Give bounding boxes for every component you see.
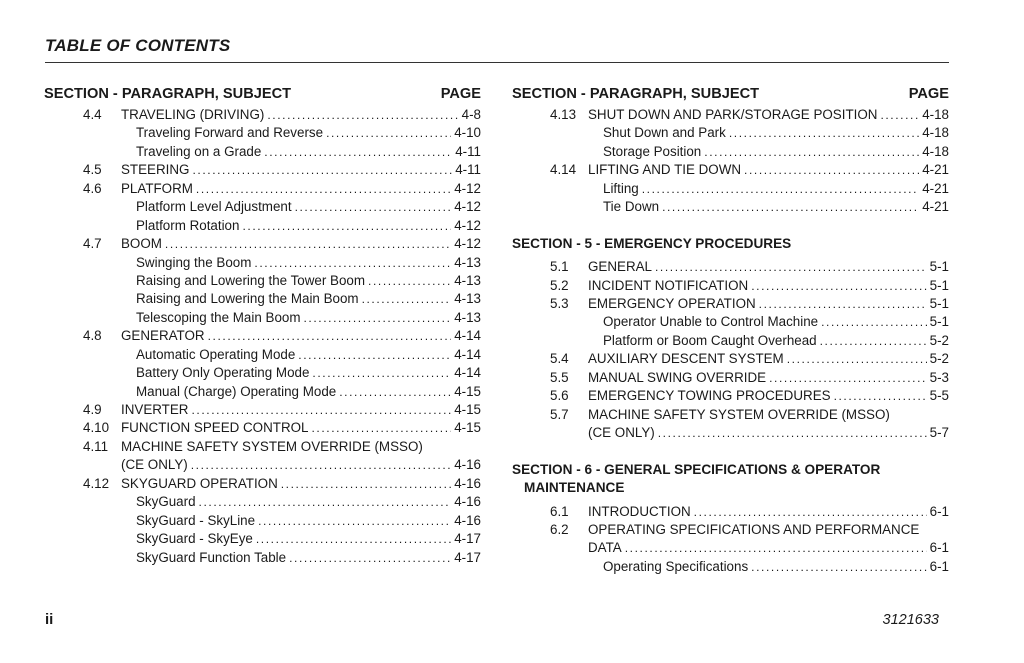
toc-entry-title: Operating Specifications: [603, 558, 749, 574]
toc-leader-dots: [744, 161, 919, 179]
toc-entry-page: 4-21: [922, 180, 949, 196]
toc-entry-page: 4-8: [461, 107, 481, 122]
toc-entry-title: Tie Down: [603, 199, 660, 215]
toc-leader-dots: [326, 124, 451, 142]
toc-entry[interactable]: [512, 332, 949, 350]
toc-leader-dots: [192, 161, 452, 179]
toc-entry-title: (CE ONLY): [588, 425, 655, 441]
toc-leader-dots: [662, 198, 919, 216]
toc-entry-page: 4-21: [922, 162, 949, 178]
toc-entry[interactable]: [44, 235, 481, 253]
toc-entry[interactable]: [512, 258, 949, 276]
toc-leader-dots: [298, 346, 451, 364]
toc-leader-dots: [769, 369, 927, 387]
toc-entry[interactable]: [512, 124, 949, 142]
toc-entry-number: 5.3: [550, 296, 569, 311]
toc-leader-dots: [191, 401, 451, 419]
toc-entry[interactable]: [512, 277, 949, 295]
toc-entry-page: 4-21: [922, 199, 949, 215]
toc-entry-number: 4.13: [550, 107, 577, 122]
toc-entry-page: 4-12: [454, 199, 481, 215]
toc-list-left: [44, 106, 481, 567]
toc-leader-dots: [264, 143, 452, 161]
toc-entry[interactable]: [44, 180, 481, 198]
toc-entry[interactable]: [512, 161, 949, 179]
toc-entry-title: SkyGuard - SkyLine: [136, 512, 256, 528]
toc-entry[interactable]: [512, 503, 949, 521]
toc-entry-title: INCIDENT NOTIFICATION: [588, 277, 749, 293]
toc-entry-title: Battery Only Operating Mode: [136, 365, 310, 381]
toc-entry-title: Platform Level Adjustment: [136, 199, 292, 215]
toc-entry[interactable]: [512, 106, 949, 124]
toc-entry-number: 6.2: [550, 521, 569, 537]
toc-entry[interactable]: [512, 387, 949, 405]
toc-leader-dots: [704, 143, 919, 161]
toc-entry-page: 4-12: [454, 217, 481, 233]
toc-leader-dots: [295, 198, 452, 216]
toc-entry[interactable]: [44, 217, 481, 235]
toc-entry[interactable]: [512, 558, 949, 576]
toc-entry-page: 5-1: [929, 277, 949, 293]
toc-column-left: [44, 84, 481, 567]
toc-leader-dots: [289, 549, 451, 567]
toc-entry[interactable]: [44, 383, 481, 401]
toc-entry[interactable]: [512, 406, 949, 424]
toc-entry-page: 4-18: [922, 125, 949, 141]
toc-entry[interactable]: [44, 493, 481, 511]
toc-entry-title: Raising and Lowering the Tower Boom: [136, 272, 366, 288]
toc-entry-page: 4-16: [454, 457, 481, 473]
toc-entry-page: 5-7: [929, 425, 949, 441]
toc-entry-number: 5.6: [550, 388, 569, 404]
toc-entry[interactable]: [44, 364, 481, 382]
toc-leader-dots: [281, 475, 451, 493]
toc-entry-title: Traveling Forward and Reverse: [136, 125, 324, 141]
toc-entry[interactable]: [512, 369, 949, 387]
toc-entry-title: MACHINE SAFETY SYSTEM OVERRIDE (MSSO): [588, 406, 890, 422]
toc-leader-dots: [362, 290, 452, 308]
toc-leader-dots: [642, 180, 919, 198]
toc-entry-title: Raising and Lowering the Main Boom: [136, 291, 359, 307]
toc-entry-page: 4-14: [454, 346, 481, 362]
toc-entry-page: 6-1: [929, 558, 949, 574]
toc-entry-title: SHUT DOWN AND PARK/STORAGE POSITION: [588, 107, 878, 122]
toc-entry-title: OPERATING SPECIFICATIONS AND PERFORMANCE: [588, 521, 920, 537]
toc-entry-number: 4.11: [83, 438, 109, 454]
toc-entry-page: 4-12: [454, 180, 481, 196]
toc-entry-title: Storage Position: [603, 143, 702, 159]
toc-entry[interactable]: [44, 161, 481, 179]
toc-entry[interactable]: [44, 512, 481, 530]
toc-leader-dots: [267, 106, 458, 124]
toc-leader-dots: [256, 530, 451, 548]
toc-leader-dots: [254, 254, 451, 272]
toc-entry-page: 5-2: [929, 332, 949, 348]
toc-entry-page: 5-3: [929, 369, 949, 385]
toc-entry[interactable]: [44, 549, 481, 567]
toc-entry-title: INTRODUCTION: [588, 503, 691, 519]
toc-entry[interactable]: [512, 424, 949, 442]
toc-list-section5: [512, 258, 949, 442]
toc-leader-dots: [208, 327, 452, 345]
toc-list-section6: [512, 503, 949, 577]
toc-entry[interactable]: [512, 521, 949, 539]
toc-leader-dots: [304, 309, 452, 327]
toc-leader-dots: [199, 493, 452, 511]
toc-leader-dots: [625, 539, 927, 557]
toc-entry-title: (CE ONLY): [121, 457, 188, 473]
toc-entry-page: 4-18: [922, 143, 949, 159]
toc-entry-page: 4-11: [455, 162, 481, 178]
toc-entry[interactable]: [44, 272, 481, 290]
toc-leader-dots: [196, 180, 451, 198]
toc-entry-title: GENERATOR: [121, 328, 205, 344]
toc-entry-page: 6-1: [929, 540, 949, 556]
toc-entry[interactable]: [44, 124, 481, 142]
column-header: [44, 84, 481, 106]
toc-entry-number: 4.14: [550, 162, 577, 178]
toc-entry-title: Lifting: [603, 180, 639, 196]
toc-entry-number: 4.4: [83, 107, 102, 122]
toc-entry-title: MANUAL SWING OVERRIDE: [588, 369, 767, 385]
toc-entry-title: SKYGUARD OPERATION: [121, 475, 278, 491]
toc-entry-title: Manual (Charge) Operating Mode: [136, 383, 337, 399]
toc-entry-title: Platform or Boom Caught Overhead: [603, 332, 817, 348]
toc-entry-page: 4-13: [454, 291, 481, 307]
toc-entry-number: 5.2: [550, 277, 569, 293]
toc-entry[interactable]: [44, 419, 481, 437]
toc-leader-dots: [312, 364, 451, 382]
toc-leader-dots: [655, 258, 927, 276]
toc-entry-title: EMERGENCY OPERATION: [588, 296, 756, 311]
section-heading-6: [512, 461, 949, 498]
toc-entry-page: 5-2: [929, 351, 949, 367]
toc-leader-dots: [821, 313, 927, 331]
toc-entry-title: INVERTER: [121, 402, 189, 417]
toc-entry[interactable]: [44, 106, 481, 124]
toc-entry-page: 4-13: [454, 309, 481, 325]
toc-leader-dots: [729, 124, 919, 142]
toc-entry-page: 4-15: [454, 383, 481, 399]
toc-entry-page: 4-15: [454, 402, 481, 417]
toc-entry-page: 4-13: [454, 254, 481, 270]
toc-entry-page: 4-16: [454, 512, 481, 528]
section-heading-6-line1: SECTION - 6 - GENERAL SPECIFICATIONS & OPERATOR: [512, 461, 881, 477]
column-header-subject: SECTION - PARAGRAPH, SUBJECT: [44, 86, 292, 102]
toc-entry-number: 4.5: [83, 162, 102, 178]
toc-entry-page: 4-14: [454, 365, 481, 381]
toc-entry-title: DATA: [588, 540, 622, 556]
toc-entry-number: 4.8: [83, 328, 102, 344]
toc-entry-page: 5-5: [929, 388, 949, 404]
toc-entry[interactable]: [44, 401, 481, 419]
toc-column-right: [512, 84, 949, 576]
toc-entry-number: 5.4: [550, 351, 569, 367]
toc-entry[interactable]: [512, 180, 949, 198]
toc-entry-title: LIFTING AND TIE DOWN: [588, 162, 742, 178]
toc-entry[interactable]: [44, 346, 481, 364]
toc-entry[interactable]: [512, 313, 949, 331]
column-header-page: PAGE: [440, 86, 481, 102]
toc-entry-title: MACHINE SAFETY SYSTEM OVERRIDE (MSSO): [121, 438, 423, 454]
toc-entry-page: 4-14: [454, 328, 481, 344]
toc-entry-number: 4.9: [83, 402, 102, 417]
toc-leader-dots: [751, 558, 926, 576]
toc-entry[interactable]: [512, 539, 949, 557]
toc-entry-title: TRAVELING (DRIVING): [121, 107, 265, 122]
toc-entry[interactable]: [512, 143, 949, 161]
toc-entry-number: 5.5: [550, 369, 569, 385]
toc-entry-page: 4-18: [922, 107, 949, 122]
toc-entry-number: 5.7: [550, 406, 569, 422]
toc-leader-dots: [242, 217, 451, 235]
toc-entry-title: EMERGENCY TOWING PROCEDURES: [588, 388, 831, 404]
title-rule: [45, 62, 949, 63]
toc-entry-number: 4.12: [83, 475, 110, 491]
toc-entry[interactable]: [512, 350, 949, 368]
toc-entry-page: 4-17: [454, 549, 481, 565]
toc-entry[interactable]: [44, 290, 481, 308]
toc-entry-page: 6-1: [929, 503, 949, 519]
toc-entry-title: STEERING: [121, 162, 190, 178]
toc-entry[interactable]: [512, 295, 949, 313]
toc-entry-page: 4-15: [454, 420, 481, 436]
toc-entry-title: PLATFORM: [121, 180, 193, 196]
toc-entry-number: 5.1: [550, 259, 569, 275]
toc-list-section4-cont: [512, 106, 949, 217]
toc-entry-page: 4-10: [454, 125, 481, 141]
toc-leader-dots: [820, 332, 927, 350]
toc-entry-title: SkyGuard - SkyEye: [136, 531, 253, 547]
column-header: [512, 84, 949, 106]
toc-entry-title: GENERAL: [588, 259, 652, 275]
toc-leader-dots: [880, 106, 919, 124]
toc-entry[interactable]: [44, 327, 481, 345]
document-number: 3121633: [882, 612, 939, 628]
toc-leader-dots: [368, 272, 451, 290]
toc-entry-title: FUNCTION SPEED CONTROL: [121, 420, 309, 436]
section-heading-6-line2: MAINTENANCE: [524, 480, 625, 495]
toc-entry-title: AUXILIARY DESCENT SYSTEM: [588, 351, 784, 367]
toc-entry-title: Swinging the Boom: [136, 254, 252, 270]
toc-entry-title: Telescoping the Main Boom: [136, 309, 301, 325]
toc-entry-title: SkyGuard Function Table: [136, 549, 287, 565]
toc-entry-number: 4.6: [83, 180, 102, 196]
toc-leader-dots: [787, 350, 927, 368]
toc-entry[interactable]: [44, 309, 481, 327]
toc-entry[interactable]: [44, 254, 481, 272]
toc-entry-page: 5-1: [929, 296, 949, 311]
toc-entry[interactable]: [44, 143, 481, 161]
toc-entry-title: Operator Unable to Control Machine: [603, 314, 819, 330]
toc-entry[interactable]: [44, 475, 481, 493]
page-number: ii: [45, 611, 54, 628]
page-title: TABLE OF CONTENTS: [45, 36, 231, 55]
toc-entry-number: 6.1: [550, 503, 569, 519]
toc-entry-page: 4-16: [454, 475, 481, 491]
toc-entry[interactable]: [512, 198, 949, 216]
toc-entry[interactable]: [44, 438, 481, 456]
toc-entry-number: 4.10: [83, 420, 110, 436]
toc-entry-number: 4.7: [83, 236, 102, 252]
toc-entry-title: BOOM: [121, 236, 162, 252]
toc-leader-dots: [258, 512, 451, 530]
toc-entry-title: Shut Down and Park: [603, 125, 726, 141]
toc-entry[interactable]: [44, 198, 481, 216]
toc-leader-dots: [191, 456, 451, 474]
toc-leader-dots: [751, 277, 926, 295]
toc-entry-title: Automatic Operating Mode: [136, 346, 296, 362]
column-header-page: PAGE: [908, 86, 949, 102]
toc-entry-page: 5-1: [929, 259, 949, 275]
toc-entry[interactable]: [44, 456, 481, 474]
toc-leader-dots: [759, 295, 927, 313]
toc-entry-title: SkyGuard: [136, 494, 196, 510]
toc-entry-title: Platform Rotation: [136, 217, 240, 233]
toc-leader-dots: [311, 419, 451, 437]
toc-entry-page: 4-16: [454, 494, 481, 510]
column-header-subject: SECTION - PARAGRAPH, SUBJECT: [512, 86, 760, 102]
toc-leader-dots: [339, 383, 451, 401]
toc-leader-dots: [694, 503, 927, 521]
toc-entry-page: 4-13: [454, 272, 481, 288]
toc-entry-page: 4-12: [454, 236, 481, 252]
section-heading-5: SECTION - 5 - EMERGENCY PROCEDURES: [512, 235, 792, 251]
toc-leader-dots: [834, 387, 927, 405]
toc-entry-page: 4-11: [455, 143, 481, 159]
toc-entry-title: Traveling on a Grade: [136, 143, 262, 159]
toc-entry[interactable]: [44, 530, 481, 548]
toc-entry-page: 4-17: [454, 531, 481, 547]
toc-entry-page: 5-1: [929, 314, 949, 330]
toc-leader-dots: [658, 424, 927, 442]
toc-leader-dots: [165, 235, 451, 253]
